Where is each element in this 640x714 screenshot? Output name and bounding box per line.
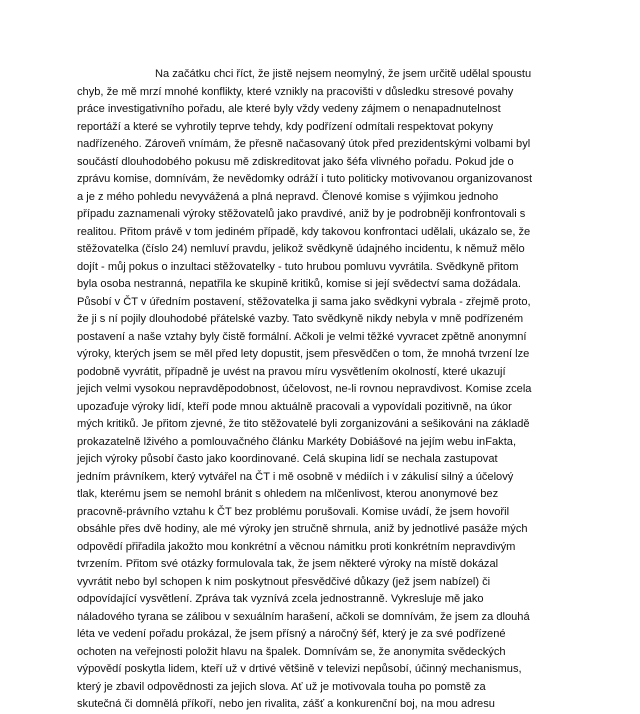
- text-line: podobně vyvrátit, případně je uvést na pravou míru vysvětlením okolností, které ukazují: [77, 365, 506, 378]
- text-line: obsáhle přes dvě hodiny, ale mé výroky jen stručně shrnula, aniž by jednotlivé pasáže mých: [77, 523, 528, 535]
- text-line: ochoten na veřejnosti položit hlavu na špalek. Domnívám se, že anonymita svědeckých: [77, 645, 506, 658]
- text-line: Působí v ČT v úředním postavení, stěžovatelka ji sama jako svědkyni vybrala - zřejmě proto,: [77, 295, 531, 308]
- text-line: realitou. Přitom právě v tom jediném případě, kdy takovou konfrontaci udělali, ukázalo se, že: [77, 225, 531, 238]
- text-line: případu zaznamenali výroky stěžovatelů jako pravdivé, aniž by je podrobněji konfrontovali s: [77, 208, 526, 220]
- text-line: výpovědí poskytla lidem, kteří už v drtivé většině v televizi nepůsobí, účinný mechanismus,: [77, 663, 522, 675]
- text-line: pracovně-právního vztahu k ČT bez problému porušovali. Komise uvádí, že jsem hovořil: [77, 505, 510, 518]
- text-line: Na začátku chci říct, že jistě nejsem neomylný, že jsem určitě udělal spoustu: [155, 68, 532, 80]
- text-line: práce investigativního pořadu, ale které byly vždy vedeny zájmem o nenapadnutelnost: [77, 103, 501, 115]
- text-line: náladového tyrana se zálibou v sexuálním harašení, ačkoli se domnívám, že jsem za dlouhá: [77, 610, 530, 623]
- text-line: stěžovatelka (číslo 24) nemluví pravdu, jelikož svědkyně údajného incidentu, k němuž mělo: [77, 243, 525, 255]
- text-line: léta ve vedení pořadu prokázal, že jsem přísný a náročný šéf, který je za své podřízené: [77, 628, 506, 640]
- text-line: reportáží a které se vyhrotily teprve tehdy, kdy podřízení odmítali respektovat pokyny: [77, 120, 494, 133]
- text-line: tvrzením. Přitom své otázky formulovala tak, že jsem některé výroky na místě dokázal: [77, 558, 499, 570]
- text-line: dojít - můj pokus o inzultaci stěžovatelky - tuto hrubou pomluvu vyvrátila. Svědkyně přitom: [77, 260, 519, 273]
- text-line: součástí dlouhodobého pokusu mě zdiskreditovat jako šéfa vlivného pořadu. Pokud jde o: [77, 155, 514, 168]
- text-line: odpovědí přiřadila jakožto mou konkrétní a věcnou námitku proti konkrétním nepravdivým: [77, 540, 516, 553]
- text-line: výroky, kterých jsem se měl před lety dopustit, jsem přesvědčen o tom, že mnohá tvrzení lze: [77, 348, 530, 360]
- text-line: jedním právníkem, který vytvářel na ČT i mě osobně v médiích i v zákulisí silný a účelový: [77, 470, 514, 483]
- text-line: a je z mého pohledu nevyvážená a plná nepravd. Členové komise s výjimkou jednoho: [77, 190, 499, 203]
- text-line: zprávu komise, domnívám, že nevědomky odráží i tuto politicky motivovanou organizovanost: [77, 173, 533, 185]
- text-line: jejich velmi vysokou nepravděpodobnost, účelovost, ne-li rovnou nepravdivost. Komise zcela: [77, 383, 532, 395]
- statement-paragraph: [77, 66, 577, 714]
- text-line: skutečná či domnělá příkoří, nebo jen rivalita, zášť a konkurenční boj, na mou adresu: [77, 698, 495, 710]
- text-line: že ji s ní pojily dlouhodobé přátelské vazby. Tato svědkyně nikdy nebyla v mně podřízeném: [77, 313, 524, 325]
- text-line: jejich výroky působí často jako koordinované. Celá skupina lidí se nechala zastupovat: [77, 453, 498, 465]
- text-line: byla osoba nestranná, nepatřila ke skupině kritiků, komise si její svědectví sama dožádala.: [77, 278, 521, 290]
- text-line: vyvrátit nebo byl schopen k nim poskytnout přesvědčivé důkazy (jež jsem nabízel) či: [77, 575, 491, 588]
- text-line: tlak, kterému jsem se nemohl bránit s ohledem na mlčenlivost, kterou anonymové bez: [77, 488, 499, 500]
- text-line: nadřízeného. Zároveň vnímám, že přesně načasovaný útok před prezidentskými volbami byl: [77, 138, 531, 150]
- text-line: mých kritiků. Je přitom zjevné, že tito stěžovatelé byli zorganizováni a sešikováni na základě: [77, 418, 530, 430]
- text-line: odpovídající vysvětlení. Zpráva tak vyznívá zcela jednostranně. Vykresluje mě jako: [77, 593, 484, 605]
- text-line: postavení a naše vztahy byly čistě formální. Ačkoli je velmi těžké vyvracet zpětně anonymní: [77, 330, 527, 343]
- text-line: upozaďuje výroky lidí, kteří pode mnou aktuálně pracovali a vypovídali pozitivně, na úkor: [77, 400, 512, 413]
- text-line: který je zbavil odpovědnosti za jejich slova. Ať už je motivovala touha po pomstě za: [77, 680, 486, 693]
- text-line: prokazatelně lživého a pomlouvačného článku Markéty Dobiášové na jejím webu inFakta,: [77, 435, 517, 448]
- text-line: chyb, že mě mrzí mnohé konflikty, které vznikly na pracovišti v důsledku stresové povahy: [77, 85, 514, 98]
